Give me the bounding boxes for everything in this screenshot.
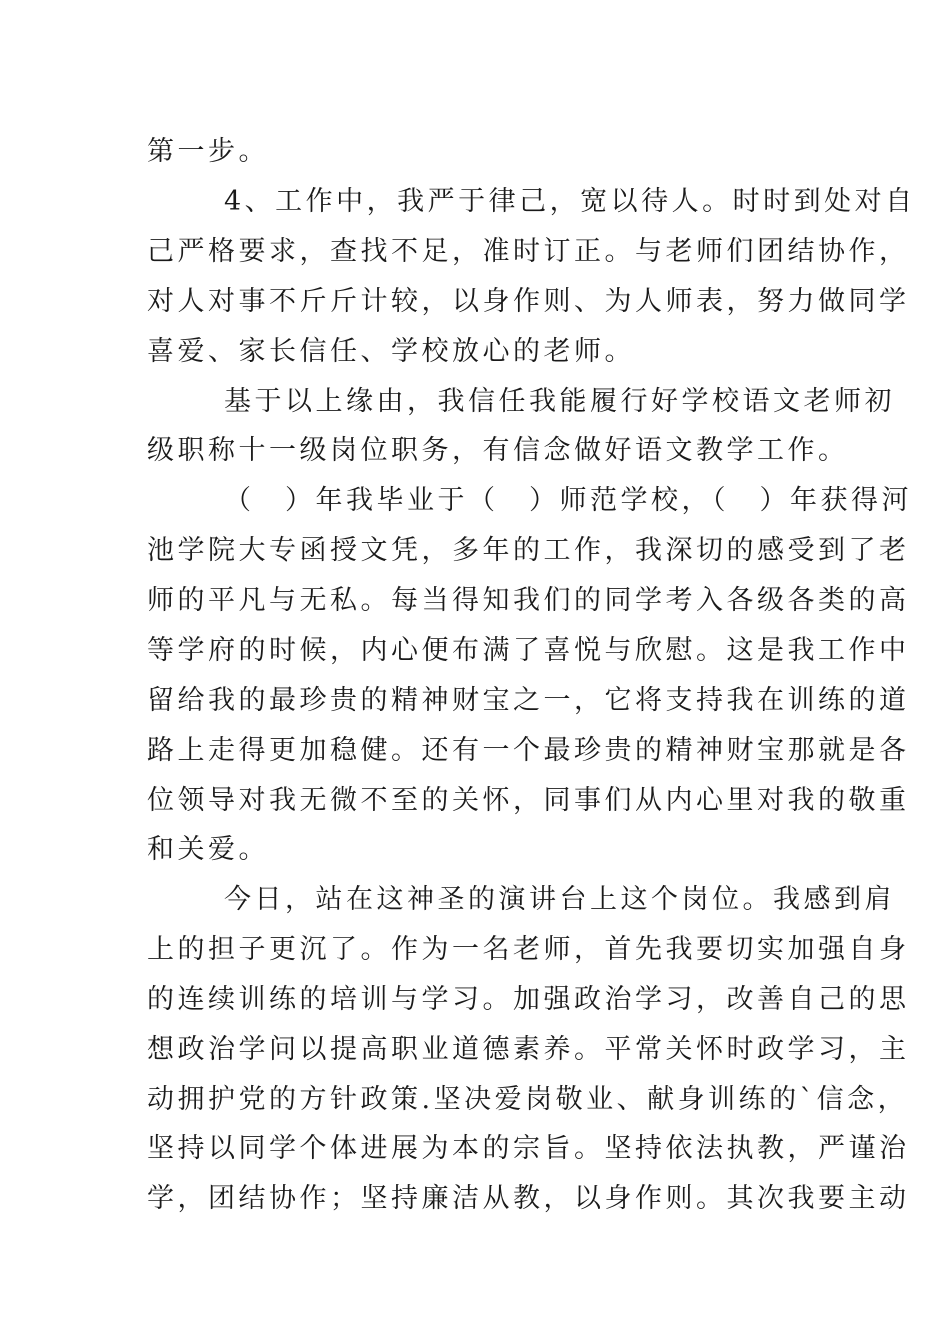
text-line: 等学府的时候，内心便布满了喜悦与欣慰。这是我工作中 [147, 635, 910, 666]
text-line: 基于以上缘由，我信任我能履行好学校语文老师初 [224, 386, 895, 417]
text-line: 第一步。 [147, 136, 269, 167]
text-line: 师的平凡与无私。每当得知我们的同学考入各级各类的高 [147, 585, 910, 616]
text-line: 位领导对我无微不至的关怀，同事们从内心里对我的敬重 [147, 785, 910, 816]
text-line: 池学院大专函授文凭，多年的工作，我深切的感受到了老 [147, 535, 910, 566]
text-line: 和关爱。 [147, 834, 269, 865]
text-line: 学，团结协作；坚持廉洁从教，以身作则。其次我要主动 [147, 1183, 910, 1214]
text-line: 路上走得更加稳健。还有一个最珍贵的精神财宝那就是各 [147, 735, 910, 766]
text-line: 上的担子更沉了。作为一名老师，首先我要切实加强自身 [147, 934, 910, 965]
text-line: 的连续训练的培训与学习。加强政治学习，改善自己的思 [147, 984, 910, 1015]
text-line: 对人对事不斤斤计较，以身作则、为人师表，努力做同学 [147, 286, 910, 317]
text-line: 坚持以同学个体进展为本的宗旨。坚持依法执教，严谨治 [147, 1133, 910, 1164]
text-line: 想政治学问以提高职业道德素养。平常关怀时政学习，主 [147, 1034, 910, 1065]
text-line: 4、工作中，我严于律己，宽以待人。时时到处对自 [224, 186, 916, 217]
text-line: 己严格要求，查找不足，准时订正。与老师们团结协作， [147, 236, 910, 267]
text-line: （ ）年我毕业于（ ）师范学校，（ ）年获得河 [224, 485, 912, 516]
text-line: 留给我的最珍贵的精神财宝之一，它将支持我在训练的道 [147, 685, 910, 716]
text-line: 喜爱、家长信任、学校放心的老师。 [147, 336, 635, 367]
text-line: 今日，站在这神圣的演讲台上这个岗位。我感到肩 [224, 884, 895, 915]
text-line: 动拥护党的方针政策.坚决爱岗敬业、献身训练的`信念， [147, 1084, 909, 1115]
text-line: 级职称十一级岗位职务，有信念做好语文教学工作。 [147, 435, 849, 466]
